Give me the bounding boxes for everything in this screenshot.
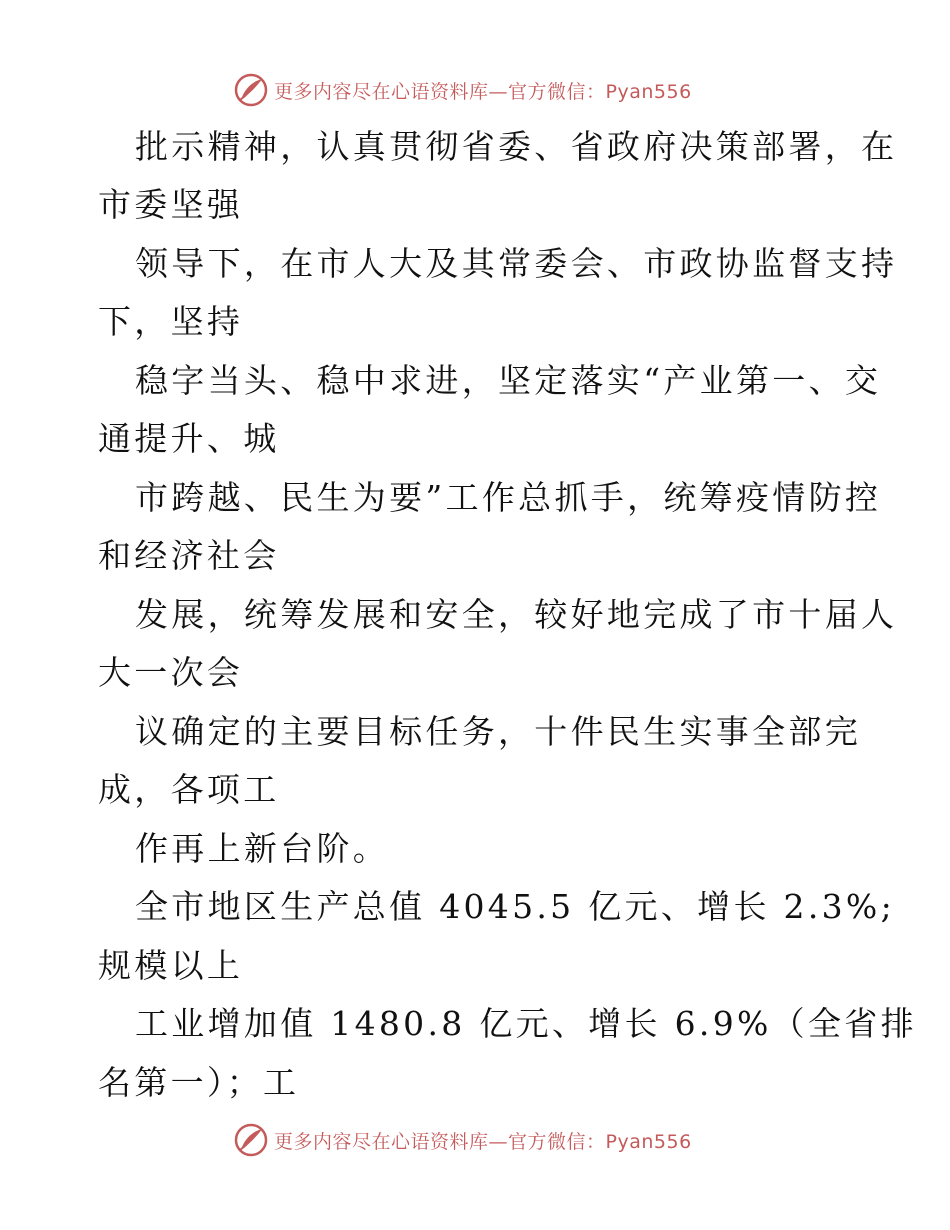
text-line: 规模以上 [98, 946, 244, 985]
banner-wechat-id: Pyan556 [605, 1130, 692, 1153]
text-line: 市委坚强 [98, 185, 244, 224]
pen-logo-icon [234, 1123, 268, 1157]
text-line: 和经济社会 [98, 536, 280, 575]
text-line: 议确定的主要目标任务，十件民生实事全部完 [135, 712, 861, 751]
banner-separator: — [488, 80, 509, 103]
text-line: 大一次会 [98, 653, 244, 692]
banner-title: 更多内容尽在心语资料库 [274, 1130, 489, 1153]
text-line: 全市地区生产总值 4045.5 亿元、增长 2.3%; [135, 887, 895, 926]
text-line: 批示精神，认真贯彻省委、省政府决策部署，在 [135, 127, 898, 166]
text-line: 下，坚持 [98, 302, 244, 341]
text-line: 发展，统筹发展和安全，较好地完成了市十届人 [135, 595, 898, 634]
banner-title: 更多内容尽在心语资料库 [274, 80, 489, 103]
text-line: 稳字当头、稳中求进，坚定落实“产业第一、交 [135, 361, 882, 400]
text-line: 成，各项工 [98, 770, 280, 809]
header-banner [234, 72, 692, 108]
banner-suffix: 官方微信： [508, 1130, 606, 1153]
text-line: 工业增加值 1480.8 亿元、增长 6.9%（全省排 [135, 1004, 917, 1043]
text-line: 作再上新台阶。 [135, 829, 390, 868]
text-line: 通提升、城 [98, 419, 280, 458]
banner-separator: — [488, 1130, 509, 1153]
banner-suffix: 官方微信： [508, 80, 606, 103]
text-line: 领导下，在市人大及其常委会、市政协监督支持 [135, 244, 898, 283]
banner-wechat-id: Pyan556 [605, 80, 692, 103]
text-line: 市跨越、民生为要”工作总抓手，统筹疫情防控 [135, 478, 882, 517]
text-line: 名第一）；工 [98, 1063, 300, 1102]
pen-logo-icon [234, 73, 268, 107]
footer-banner [234, 1122, 692, 1158]
